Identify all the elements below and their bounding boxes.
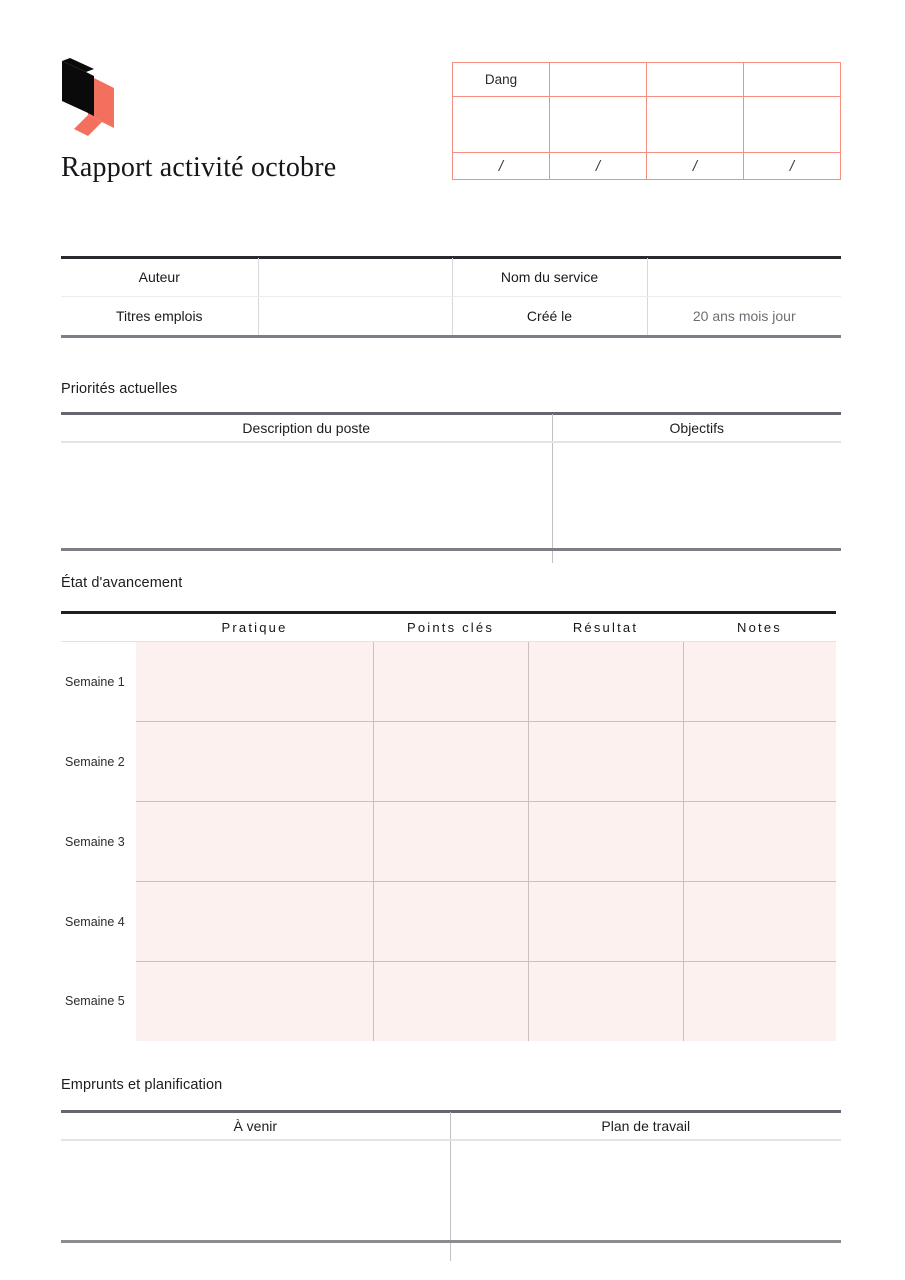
page-bottom-rule [61,1240,841,1243]
table-row [453,63,841,97]
progress-cell-s5-notes[interactable] [683,962,836,1042]
meta-cell-r3c2[interactable]: / [550,153,647,180]
info-table-bottom-rule [61,335,841,338]
table-row [453,153,841,180]
progress-cell-s3-points-cles[interactable] [373,802,528,882]
info-label-service: Nom du service [452,258,647,297]
meta-cell-r3c4[interactable]: / [744,153,841,180]
info-value-cree-le[interactable]: 20 ans mois jour [692,308,796,324]
meta-cell-r3c3[interactable]: / [647,153,744,180]
progress-cell-s2-resultat[interactable] [528,722,683,802]
section-heading-priorites: Priorités actuelles [61,381,178,397]
meta-cell-r1c3[interactable] [647,63,744,97]
column-header-notes: Notes [683,614,836,642]
row-label-semaine-1: Semaine 1 [61,642,136,722]
progress-cell-s1-notes[interactable] [683,642,836,722]
progress-cell-s3-notes[interactable] [683,802,836,882]
meta-cell-r1c1[interactable]: Dang [453,63,550,97]
section-heading-emprunts: Emprunts et planification [61,1077,223,1093]
table-row [61,1140,841,1261]
progress-cell-s4-points-cles[interactable] [373,882,528,962]
progress-cell-s5-pratique[interactable] [136,962,373,1042]
planning-cell-plan-de-travail[interactable] [450,1140,841,1261]
meta-grid-table [452,62,841,180]
column-header-points-cles: Points clés [373,614,528,642]
section-heading-etat-avancement: État d'avancement [61,575,183,591]
column-header-description-du-poste: Description du poste [61,414,552,442]
meta-cell-r1c4[interactable] [744,63,841,97]
progress-cell-s1-points-cles[interactable] [373,642,528,722]
progress-cell-s2-pratique[interactable] [136,722,373,802]
table-row [453,97,841,153]
table-header-row [61,1112,841,1140]
progress-cell-s5-resultat[interactable] [528,962,683,1042]
table-row [61,882,836,962]
table-row [61,258,841,297]
row-label-semaine-5: Semaine 5 [61,962,136,1042]
progress-cell-s4-notes[interactable] [683,882,836,962]
priorities-table [61,414,841,563]
info-value-titres-emplois[interactable] [258,297,452,336]
info-label-auteur: Auteur [61,258,258,297]
table-header-row [61,614,836,642]
planning-cell-a-venir[interactable] [61,1140,450,1261]
column-header-resultat: Résultat [528,614,683,642]
info-table [61,258,841,335]
row-label-semaine-3: Semaine 3 [61,802,136,882]
progress-cell-s1-resultat[interactable] [528,642,683,722]
meta-cell-r2c1[interactable] [453,97,550,153]
meta-cell-r2c2[interactable] [550,97,647,153]
priorities-cell-description[interactable] [61,442,552,563]
page-title: Rapport activité octobre [61,152,337,183]
planning-table [61,1112,841,1261]
table-row [61,722,836,802]
priorities-bottom-rule [61,548,841,551]
progress-cell-s1-pratique[interactable] [136,642,373,722]
progress-cell-s2-notes[interactable] [683,722,836,802]
meta-cell-r2c3[interactable] [647,97,744,153]
table-row [61,442,841,563]
info-label-titres-emplois: Titres emplois [61,297,258,336]
row-label-semaine-4: Semaine 4 [61,882,136,962]
meta-cell-r2c4[interactable] [744,97,841,153]
progress-cell-s4-pratique[interactable] [136,882,373,962]
meta-cell-r1c2[interactable] [550,63,647,97]
meta-cell-r3c1[interactable]: / [453,153,550,180]
progress-cell-s2-points-cles[interactable] [373,722,528,802]
row-label-semaine-2: Semaine 2 [61,722,136,802]
table-row [61,962,836,1042]
info-label-cree-le: Créé le [452,297,647,336]
column-header-objectifs: Objectifs [552,414,841,442]
table-row [61,802,836,882]
column-header-pratique: Pratique [136,614,373,642]
table-header-row [61,414,841,442]
progress-cell-s5-points-cles[interactable] [373,962,528,1042]
progress-cell-s4-resultat[interactable] [528,882,683,962]
info-value-service[interactable] [647,258,841,297]
table-row [61,642,836,722]
column-header-plan-de-travail: Plan de travail [450,1112,841,1140]
company-logo [62,58,114,138]
column-header-week-label [61,614,136,642]
progress-cell-s3-resultat[interactable] [528,802,683,882]
progress-cell-s3-pratique[interactable] [136,802,373,882]
column-header-a-venir: À venir [61,1112,450,1140]
priorities-cell-objectifs[interactable] [552,442,841,563]
table-row [61,297,841,336]
progress-table [61,614,836,1041]
info-value-auteur[interactable] [258,258,452,297]
